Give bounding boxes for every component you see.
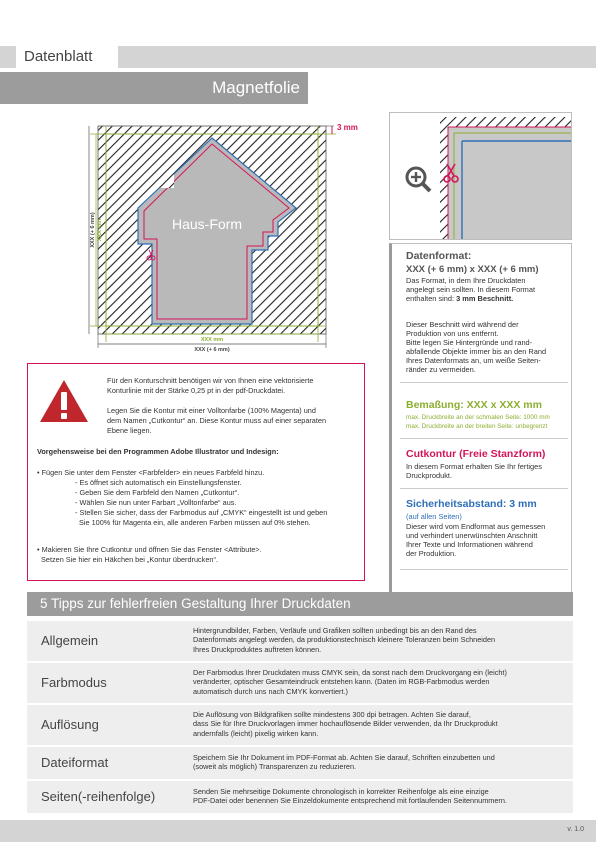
- tip-row: [27, 781, 573, 815]
- datenformat-title: Datenformat:: [406, 250, 472, 262]
- sicherheit-sub: (auf allen Seiten): [406, 512, 462, 521]
- bemassung-text-2: max. Druckbreite an der breiten Seite: unbegrenzt: [406, 423, 548, 430]
- notice-p2-l2: dem Namen „Cutkontur“ an. Diese Kontur muss auf einer separaten: [107, 416, 327, 425]
- version-label: v. 1.0: [567, 826, 584, 833]
- notice-step-1d: - Stellen Sie sicher, dass der Farbmodus auf „CMYK“ eingestellt ist und geben: [75, 508, 328, 517]
- datasheet-tab: Datenblatt: [16, 46, 118, 68]
- notice-heading: Vorgehensweise bei den Programmen Adobe Illustrator und Indesign:: [37, 447, 279, 456]
- sicherheit-text-1: Dieser wird vom Endformat aus gemessen: [406, 522, 546, 531]
- footer-bar: [0, 820, 596, 842]
- datenformat-text-1: Das Format, in dem Ihre Druckdaten: [406, 276, 526, 285]
- warning-icon: [38, 378, 90, 424]
- cut-contour-notice: [27, 363, 365, 581]
- zoom-detail-panel: [389, 112, 572, 240]
- notice-step-1b: - Geben Sie dem Farbfeld den Namen „Cutkontur“.: [75, 488, 240, 497]
- notice-p1-l2: Konturlinie mit der Stärke 0,25 pt in der pdf-Druckdatei.: [107, 386, 286, 395]
- datenformat-size: XXX (+ 6 mm) x XXX (+ 6 mm): [406, 264, 539, 275]
- page-title: Magnetfolie: [212, 78, 300, 97]
- tip-text: Der Farbmodus Ihrer Druckdaten muss CMYK sein, da sonst nach dem Druckvorgang ein (leicht) veränderter, optischer Gesamteindruck entstehen kann. (Daten im RGB-Farbmodus werden automatisch durch uns nach CMYK konvertiert.): [193, 668, 507, 696]
- tip-row: [27, 621, 573, 663]
- tips-title: 5 Tipps zur fehlerfreien Gestaltung Ihrer Druckdaten: [40, 596, 351, 611]
- tip-text: Senden Sie mehrseitige Dokumente chronologisch in korrekter Reihenfolge als eine einzige PDF-Datei oder benennen Sie Einzeldokumente entsprechend mit fortlaufenden Seitennummern.: [193, 787, 507, 806]
- bemassung-title: Bemaßung: XXX x XXX mm: [406, 399, 542, 411]
- shape-label: Haus-Form: [172, 216, 243, 232]
- tip-label: Seiten(-reihenfolge): [41, 789, 156, 804]
- sicherheit-title: Sicherheitsabstand: 3 mm: [406, 498, 537, 510]
- notice-step-1a: - Es öffnet sich automatisch ein Einstellungsfenster.: [75, 478, 242, 487]
- tip-text: Hintergrundbilder, Farben, Verläufe und Grafiken sollten unbedingt bis an den Rand des Datenformats angelegt werden, da produktionstechnisch kleinere Toleranzen beim Schneiden Ihres Druckproduktes auftreten können.: [193, 626, 496, 654]
- beschnitt-text-4: abfallende Objekte immer bis an den Rand: [406, 347, 547, 356]
- scissors-icon: [443, 163, 459, 183]
- notice-p2-l3: Ebene liegen.: [107, 426, 152, 435]
- tip-row: [27, 663, 573, 705]
- bleed-label: 3 mm: [337, 123, 358, 132]
- house-shape-diagram: [86, 112, 376, 357]
- sicherheit-text-3: Ihrer Texte und Informationen während: [406, 540, 533, 549]
- notice-step-1: • Fügen Sie unter dem Fenster <Farbfelder> ein neues Farbfeld hinzu.: [37, 468, 265, 477]
- tip-text: Speichern Sie Ihr Dokument im PDF-Format ab. Achten Sie darauf, Schriften einzubetten und (soweit als möglich) Transparenzen zu reduzieren.: [193, 753, 495, 772]
- dim-inner-x-label: XXX mm: [200, 337, 224, 343]
- tip-label: Allgemein: [41, 633, 99, 648]
- sicherheit-text-4: der Produktion.: [406, 549, 457, 558]
- cutkontur-title: Cutkontur (Freie Stanzform): [406, 448, 546, 460]
- beschnitt-text-6: ränder zu vermeiden.: [406, 365, 476, 374]
- sicherheit-text-2: und verhindert unerwünschten Anschnitt: [406, 531, 538, 540]
- notice-step-2b: Setzen Sie hier ein Häkchen bei „Kontur überdrucken“.: [37, 555, 218, 564]
- notice-step-2a: • Makieren Sie Ihre Cutkontur und öffnen Sie das Fenster <Attribute>.: [37, 545, 262, 554]
- dim-outer-y-label: XXX (+ 6 mm): [90, 212, 96, 248]
- notice-p1-l1: Für den Konturschnitt benötigen wir von Ihnen eine vektorisierte: [107, 376, 314, 385]
- dim-inner-y-label: XXX mm: [97, 218, 103, 242]
- notice-step-1e: Sie 100% für Magenta ein, alle anderen Farben müssen auf 0% stehen.: [75, 518, 311, 527]
- zoom-icon: [404, 165, 432, 193]
- tip-label: Auflösung: [41, 717, 99, 732]
- legend-panel: [389, 243, 572, 610]
- tip-label: Dateiformat: [41, 755, 109, 770]
- tip-label: Farbmodus: [41, 675, 107, 690]
- dim-outer-x-label: XXX (+ 6 mm): [194, 347, 230, 353]
- notice-step-1c: - Wählen Sie nun unter Farbart „Volltonfarbe“ aus.: [75, 498, 237, 507]
- tip-text: Die Auflösung von Bildgrafiken sollte mindestens 300 dpi betragen. Achten Sie darauf, dass Sie für Ihre Druckvorlagen immer hochauflösende Bilder verwenden, da Ihr Druckprodukt andernfalls (leicht) pixelig wirken kann.: [193, 710, 498, 738]
- tip-row: [27, 705, 573, 747]
- datenformat-text-3: enthalten sind: 3 mm Beschnitt.: [406, 294, 514, 303]
- bemassung-text-1: max. Druckbreite an der schmalen Seite: 1000 mm: [406, 414, 550, 421]
- beschnitt-text-3: Bitte legen Sie Hintergründe und rand-: [406, 338, 533, 347]
- datenformat-text-2: angelegt sein sollten. In diesem Format: [406, 285, 535, 294]
- cutkontur-text-2: Druckprodukt.: [406, 471, 453, 480]
- beschnitt-text-2: Produktion von uns entfernt.: [406, 329, 499, 338]
- cutkontur-text-1: In diesem Format erhalten Sie Ihr fertiges: [406, 462, 542, 471]
- tip-row: [27, 747, 573, 781]
- notice-p2-l1: Legen Sie die Kontur mit einer Volltonfarbe (100% Magenta) und: [107, 406, 316, 415]
- beschnitt-text-5: Ihres Datenformats an, um weiße Seiten-: [406, 356, 541, 365]
- beschnitt-text-1: Dieser Beschnitt wird während der: [406, 320, 519, 329]
